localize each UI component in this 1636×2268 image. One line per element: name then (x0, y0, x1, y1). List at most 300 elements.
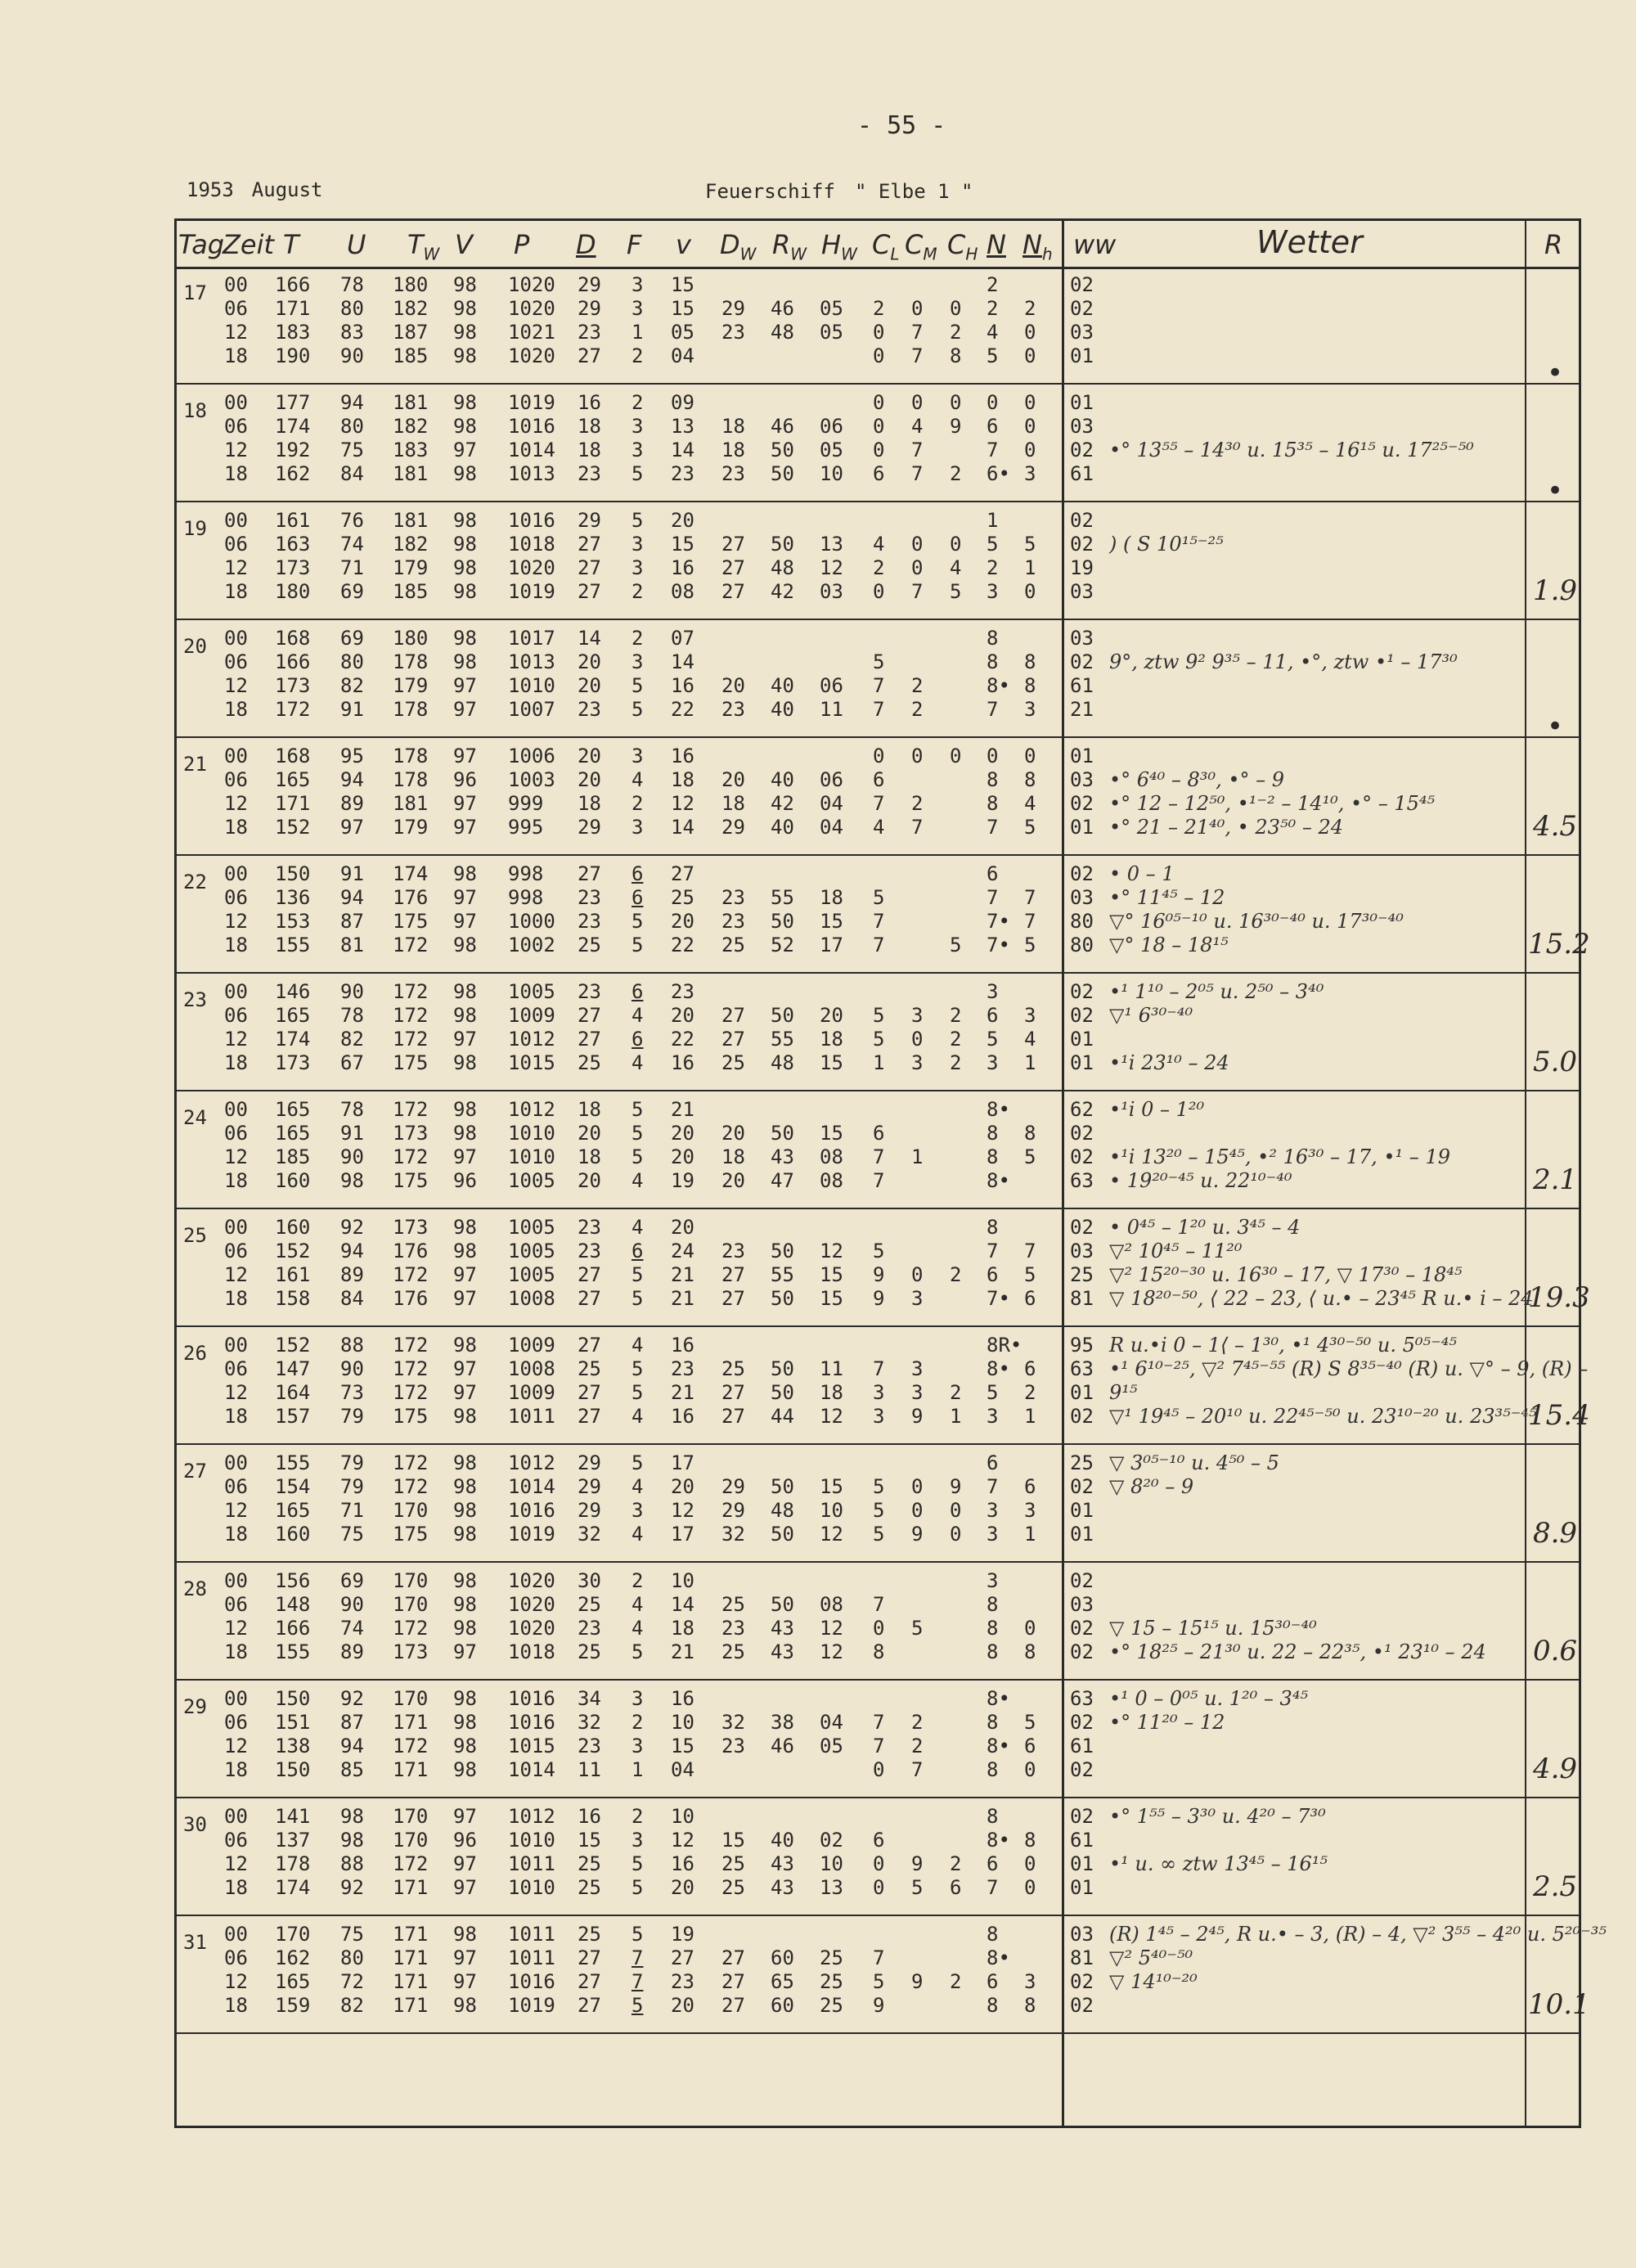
cell-d: 18 (578, 415, 601, 438)
cell-n: 2 (987, 556, 999, 579)
cell-f: 5 (631, 509, 644, 532)
cell-rw: 47 (771, 1169, 794, 1192)
cell-n: 3 (987, 1499, 999, 1522)
cell-tw: 172 (393, 1028, 429, 1051)
cell-v: 20 (671, 1004, 694, 1027)
cell-tw: 181 (393, 462, 429, 485)
cell-hw: 10 (820, 1852, 843, 1875)
observation-row (177, 1946, 1579, 1970)
day-group (177, 267, 1579, 389)
cell-v: 96 (453, 1169, 477, 1192)
cell-v: 20 (671, 1876, 694, 1899)
cell-t: 166 (275, 650, 311, 673)
cell-v: 98 (453, 1994, 477, 2017)
day-number: 21 (183, 753, 207, 776)
cell-n: 2 (987, 273, 999, 296)
cell-nh: 3 (1024, 1499, 1036, 1522)
weather-note: ▽² 10⁴⁵ – 11²⁰ (1109, 1240, 1243, 1262)
precipitation-sum: 4.5 (1532, 810, 1578, 843)
cell-hw: 12 (820, 1523, 843, 1546)
cell-p: 1018 (508, 1640, 555, 1663)
cell-p: 1002 (508, 934, 555, 956)
cell-ww: 03 (1070, 321, 1094, 344)
cell-d: 23 (578, 980, 601, 1003)
cell-hw: 05 (820, 1735, 843, 1757)
cell-dw: 27 (721, 1287, 745, 1310)
cell-v: 20 (671, 1475, 694, 1498)
cell-t: 158 (275, 1287, 311, 1310)
cell-hw: 12 (820, 1405, 843, 1428)
cell-tw: 173 (393, 1122, 429, 1145)
cell-p: 1012 (508, 1098, 555, 1121)
observation-row (177, 816, 1579, 839)
cell-f: 3 (631, 556, 644, 579)
cell-tw: 172 (393, 1451, 429, 1474)
cell-v: 98 (453, 556, 477, 579)
cell-cm: 0 (911, 1028, 924, 1051)
cell-v: 14 (671, 439, 694, 461)
cell-cl: 7 (873, 792, 885, 815)
cell-f: 6 (631, 980, 644, 1003)
cell-hw: 25 (820, 1970, 843, 1993)
cell-f: 2 (631, 1711, 644, 1734)
cell-ww: 02 (1070, 792, 1094, 815)
cell-cm: 7 (911, 816, 924, 839)
cell-z: 18 (224, 698, 248, 721)
cell-tw: 172 (393, 980, 429, 1003)
cell-z: 12 (224, 792, 248, 815)
cell-d: 27 (578, 1970, 601, 1993)
cell-v: 98 (453, 1475, 477, 1498)
cell-tw: 182 (393, 415, 429, 438)
cell-nh: 6 (1024, 1357, 1036, 1380)
cell-ch: 2 (950, 1051, 962, 1074)
cell-u: 98 (340, 1169, 364, 1192)
cell-u: 87 (340, 1711, 364, 1734)
cell-z: 06 (224, 1593, 248, 1616)
cell-dw: 18 (721, 415, 745, 438)
cell-u: 69 (340, 1569, 364, 1592)
cell-f: 3 (631, 650, 644, 673)
cell-rw: 46 (771, 297, 794, 320)
cell-dw: 20 (721, 674, 745, 697)
cell-v: 98 (453, 1523, 477, 1546)
cell-d: 27 (578, 533, 601, 556)
cell-f: 3 (631, 533, 644, 556)
cell-p: 1020 (508, 1569, 555, 1592)
cell-hw: 12 (820, 556, 843, 579)
cell-t: 163 (275, 533, 311, 556)
precipitation-sum: 2.5 (1532, 1870, 1578, 1903)
cell-ww: 61 (1070, 1829, 1094, 1852)
cell-tw: 176 (393, 1287, 429, 1310)
weather-note: • 0⁴⁵ – 1²⁰ u. 3⁴⁵ – 4 (1109, 1216, 1301, 1239)
col-tw-sub: W (423, 244, 440, 264)
cell-ch: 0 (950, 1523, 962, 1546)
cell-tw: 176 (393, 886, 429, 909)
cell-v: 97 (453, 910, 477, 933)
cell-v: 97 (453, 1381, 477, 1404)
cell-dw: 27 (721, 556, 745, 579)
cell-ww: 01 (1070, 1381, 1094, 1404)
cell-dw: 18 (721, 792, 745, 815)
cell-v: 14 (671, 650, 694, 673)
cell-cm: 3 (911, 1357, 924, 1380)
cell-t: 160 (275, 1169, 311, 1192)
precipitation-sum: 5.0 (1532, 1046, 1578, 1078)
cell-ww: 81 (1070, 1946, 1094, 1969)
cell-f: 3 (631, 1499, 644, 1522)
cell-cm: 3 (911, 1004, 924, 1027)
cell-cl: 0 (873, 321, 885, 344)
cell-d: 16 (578, 1805, 601, 1828)
weather-note: •° 11²⁰ – 12 (1109, 1711, 1225, 1734)
cell-n: 8 (987, 1617, 999, 1640)
cell-z: 00 (224, 391, 248, 414)
cell-n: 3 (987, 1569, 999, 1592)
cell-cm: 7 (911, 462, 924, 485)
cell-d: 23 (578, 462, 601, 485)
cell-tw: 187 (393, 321, 429, 344)
cell-z: 18 (224, 1169, 248, 1192)
cell-v: 07 (671, 627, 694, 650)
weather-note: ▽¹ 6³⁰⁻⁴⁰ (1109, 1004, 1193, 1027)
cell-cm: 0 (911, 1499, 924, 1522)
col-ch (947, 229, 978, 263)
cell-v: 97 (453, 439, 477, 461)
cell-u: 74 (340, 533, 364, 556)
cell-p: 1016 (508, 1499, 555, 1522)
cell-rw: 43 (771, 1145, 794, 1168)
cell-hw: 06 (820, 415, 843, 438)
cell-ww: 01 (1070, 745, 1094, 767)
cell-nh: 0 (1024, 1852, 1036, 1875)
cell-hw: 13 (820, 533, 843, 556)
weather-note: (R) 1⁴⁵ – 2⁴⁵, R u.• – 3, (R) – 4, ▽² 3⁵⁵ – 4²⁰ u. 5²⁰⁻³⁵ (1109, 1923, 1607, 1946)
cell-z: 06 (224, 1240, 248, 1262)
cell-v: 98 (453, 1334, 477, 1357)
cell-u: 89 (340, 1263, 364, 1286)
cell-f: 5 (631, 1923, 644, 1946)
cell-n: 3 (987, 980, 999, 1003)
cell-cm: 0 (911, 297, 924, 320)
precipitation-sum: 8.9 (1532, 1517, 1578, 1550)
cell-rw: 50 (771, 462, 794, 485)
observation-row (177, 1876, 1579, 1900)
cell-v: 98 (453, 321, 477, 344)
cell-u: 78 (340, 1004, 364, 1027)
cell-tw: 179 (393, 674, 429, 697)
weather-note: •° 1⁵⁵ – 3³⁰ u. 4²⁰ – 7³⁰ (1109, 1805, 1326, 1828)
cell-cm: 7 (911, 1758, 924, 1781)
cell-z: 06 (224, 1946, 248, 1969)
cell-nh: 0 (1024, 344, 1036, 367)
cell-v: 97 (453, 1970, 477, 1993)
cell-f: 1 (631, 321, 644, 344)
cell-z: 18 (224, 1640, 248, 1663)
cell-p: 1016 (508, 509, 555, 532)
cell-ww: 63 (1070, 1169, 1094, 1192)
cell-ww: 03 (1070, 1923, 1094, 1946)
cell-v: 16 (671, 1334, 694, 1357)
cell-v: 98 (453, 462, 477, 485)
cell-p: 1016 (508, 1970, 555, 1993)
day-number: 29 (183, 1695, 207, 1718)
cell-u: 97 (340, 816, 364, 839)
cell-t: 161 (275, 509, 311, 532)
cell-cm: 2 (911, 698, 924, 721)
cell-cl: 9 (873, 1263, 885, 1286)
cell-hw: 15 (820, 1051, 843, 1074)
cell-rw: 46 (771, 415, 794, 438)
observation-row (177, 1287, 1579, 1311)
cell-z: 06 (224, 415, 248, 438)
observation-row (177, 297, 1579, 321)
cell-n: 8• (987, 1357, 1010, 1380)
cell-u: 98 (340, 1829, 364, 1852)
cell-d: 20 (578, 745, 601, 767)
cell-cl: 7 (873, 674, 885, 697)
cell-dw: 29 (721, 1499, 745, 1522)
cell-u: 72 (340, 1970, 364, 1993)
cell-cl: 5 (873, 886, 885, 909)
cell-rw: 38 (771, 1711, 794, 1734)
cell-cm: 9 (911, 1405, 924, 1428)
observation-row (177, 862, 1579, 886)
cell-d: 27 (578, 1263, 601, 1286)
weather-note: R u.•i 0 – 1⟨ – 1³⁰, •¹ 4³⁰⁻⁵⁰ u. 5⁰⁵⁻⁴⁵ (1109, 1334, 1458, 1357)
cell-cl: 6 (873, 1122, 885, 1145)
cell-n: 6 (987, 1451, 999, 1474)
cell-n: 7 (987, 439, 999, 461)
cell-p: 1020 (508, 1593, 555, 1616)
day-group (177, 1798, 1579, 1916)
precipitation-sum: 19.3 (1528, 1281, 1590, 1314)
cell-f: 5 (631, 910, 644, 933)
cell-t: 141 (275, 1805, 311, 1828)
cell-v: 20 (671, 910, 694, 933)
cell-v: 97 (453, 1357, 477, 1380)
cell-t: 150 (275, 1758, 311, 1781)
cell-n: 4 (987, 321, 999, 344)
cell-t: 171 (275, 792, 311, 815)
cell-f: 3 (631, 745, 644, 767)
col-f: F (627, 229, 642, 260)
cell-v: 98 (453, 862, 477, 885)
cell-n: 5 (987, 344, 999, 367)
cell-nh: 8 (1024, 1829, 1036, 1852)
cell-u: 94 (340, 768, 364, 791)
cell-cl: 5 (873, 1028, 885, 1051)
cell-p: 1013 (508, 650, 555, 673)
cell-ch: 5 (950, 580, 962, 603)
cell-u: 94 (340, 391, 364, 414)
cell-nh: 2 (1024, 1381, 1036, 1404)
cell-n: 8• (987, 1169, 1010, 1192)
precipitation-sum: 2.1 (1532, 1163, 1578, 1196)
cell-hw: 04 (820, 816, 843, 839)
observation-row (177, 1405, 1579, 1429)
cell-ww: 01 (1070, 816, 1094, 839)
cell-nh: 8 (1024, 1122, 1036, 1145)
cell-v: 97 (453, 1946, 477, 1969)
col-ww: ww (1073, 229, 1117, 260)
cell-f: 3 (631, 1735, 644, 1757)
cell-nh: 3 (1024, 698, 1036, 721)
cell-cm: 0 (911, 745, 924, 767)
cell-d: 18 (578, 1145, 601, 1168)
cell-t: 165 (275, 768, 311, 791)
cell-t: 178 (275, 1852, 311, 1875)
cell-nh: 0 (1024, 439, 1036, 461)
weather-note: •° 11⁴⁵ – 12 (1109, 886, 1225, 909)
weather-note: •¹ 0 – 0⁰⁵ u. 1²⁰ – 3⁴⁵ (1109, 1687, 1309, 1710)
cell-p: 1016 (508, 415, 555, 438)
col-r: R (1544, 229, 1563, 260)
cell-cl: 5 (873, 1004, 885, 1027)
cell-cl: 0 (873, 1617, 885, 1640)
cell-ch: 0 (950, 533, 962, 556)
observation-row (177, 1735, 1579, 1758)
cell-rw: 42 (771, 580, 794, 603)
cell-f: 5 (631, 1876, 644, 1899)
cell-z: 12 (224, 556, 248, 579)
cell-t: 177 (275, 391, 311, 414)
cell-ww: 02 (1070, 273, 1094, 296)
cell-f: 4 (631, 1475, 644, 1498)
day-group (177, 1445, 1579, 1563)
col-cm (905, 229, 937, 263)
cell-v: 97 (453, 1640, 477, 1663)
cell-n: 2 (987, 297, 999, 320)
cell-v: 19 (671, 1169, 694, 1192)
cell-rw: 48 (771, 321, 794, 344)
day-group (177, 1209, 1590, 1327)
cell-tw: 175 (393, 910, 429, 933)
observation-row (177, 910, 1579, 934)
cell-tw: 170 (393, 1569, 429, 1592)
cell-cm: 3 (911, 1287, 924, 1310)
cell-z: 12 (224, 1970, 248, 1993)
cell-v: 20 (671, 1122, 694, 1145)
col-t: T (283, 229, 299, 260)
cell-ww: 61 (1070, 674, 1094, 697)
cell-v: 16 (671, 1687, 694, 1710)
cell-ww: 02 (1070, 533, 1094, 556)
cell-hw: 25 (820, 1994, 843, 2017)
cell-p: 1019 (508, 580, 555, 603)
cell-n: 8• (987, 1098, 1010, 1121)
weather-note: ▽ 8²⁰ – 9 (1109, 1475, 1194, 1498)
cell-tw: 172 (393, 1357, 429, 1380)
cell-cl: 0 (873, 1758, 885, 1781)
cell-v: 15 (671, 533, 694, 556)
cell-ww: 61 (1070, 462, 1094, 485)
cell-p: 1014 (508, 1758, 555, 1781)
cell-f: 5 (631, 1381, 644, 1404)
cell-p: 1010 (508, 1876, 555, 1899)
cell-p: 1019 (508, 391, 555, 414)
cell-tw: 172 (393, 1617, 429, 1640)
observation-row (177, 745, 1579, 768)
cell-cm: 7 (911, 580, 924, 603)
cell-t: 174 (275, 1876, 311, 1899)
cell-u: 71 (340, 556, 364, 579)
cell-rw: 50 (771, 1475, 794, 1498)
weather-note: •° 13⁵⁵ – 14³⁰ u. 15³⁵ – 16¹⁵ u. 17²⁵⁻⁵⁰ (1109, 439, 1474, 461)
cell-nh: 3 (1024, 1970, 1036, 1993)
cell-tw: 171 (393, 1923, 429, 1946)
cell-t: 148 (275, 1593, 311, 1616)
cell-nh: 0 (1024, 415, 1036, 438)
cell-v: 98 (453, 1004, 477, 1027)
cell-z: 18 (224, 934, 248, 956)
year: 1953 (187, 178, 234, 201)
cell-rw: 43 (771, 1617, 794, 1640)
day-group (177, 856, 1590, 974)
cell-tw: 185 (393, 580, 429, 603)
column-header-row (177, 221, 1579, 269)
cell-d: 11 (578, 1758, 601, 1781)
observation-row (177, 1593, 1579, 1617)
cell-cl: 3 (873, 1405, 885, 1428)
cell-t: 152 (275, 1240, 311, 1262)
cell-p: 1005 (508, 1263, 555, 1286)
cell-d: 29 (578, 816, 601, 839)
cell-ww: 01 (1070, 1499, 1094, 1522)
cell-d: 25 (578, 1640, 601, 1663)
cell-n: 7 (987, 1240, 999, 1262)
cell-d: 23 (578, 1240, 601, 1262)
cell-z: 12 (224, 1381, 248, 1404)
cell-d: 14 (578, 627, 601, 650)
weather-ledger (174, 218, 1607, 2128)
precipitation-sum: 0.6 (1532, 1635, 1578, 1667)
observation-row (177, 1334, 1579, 1357)
cell-t: 155 (275, 1640, 311, 1663)
cell-hw: 03 (820, 580, 843, 603)
cell-v: 17 (671, 1451, 694, 1474)
cell-p: 1013 (508, 462, 555, 485)
cell-rw: 40 (771, 674, 794, 697)
cell-f: 5 (631, 1994, 644, 2017)
cell-n: 8 (987, 768, 999, 791)
cell-d: 27 (578, 1004, 601, 1027)
cell-z: 06 (224, 650, 248, 673)
cell-v: 18 (671, 768, 694, 791)
cell-u: 92 (340, 1876, 364, 1899)
cell-tw: 172 (393, 1334, 429, 1357)
cell-ww: 95 (1070, 1334, 1094, 1357)
observation-row (177, 1357, 1589, 1381)
cell-v: 16 (671, 1852, 694, 1875)
cell-d: 29 (578, 1451, 601, 1474)
cell-d: 27 (578, 1381, 601, 1404)
observation-row (177, 934, 1579, 957)
cell-rw: 50 (771, 533, 794, 556)
cell-hw: 04 (820, 792, 843, 815)
cell-u: 90 (340, 980, 364, 1003)
cell-hw: 08 (820, 1593, 843, 1616)
cell-v: 08 (671, 580, 694, 603)
cell-t: 162 (275, 1946, 311, 1969)
cell-d: 34 (578, 1687, 601, 1710)
cell-f: 5 (631, 1263, 644, 1286)
cell-n: 1 (987, 509, 999, 532)
cell-f: 2 (631, 792, 644, 815)
cell-rw: 50 (771, 1240, 794, 1262)
cell-rw: 50 (771, 1287, 794, 1310)
